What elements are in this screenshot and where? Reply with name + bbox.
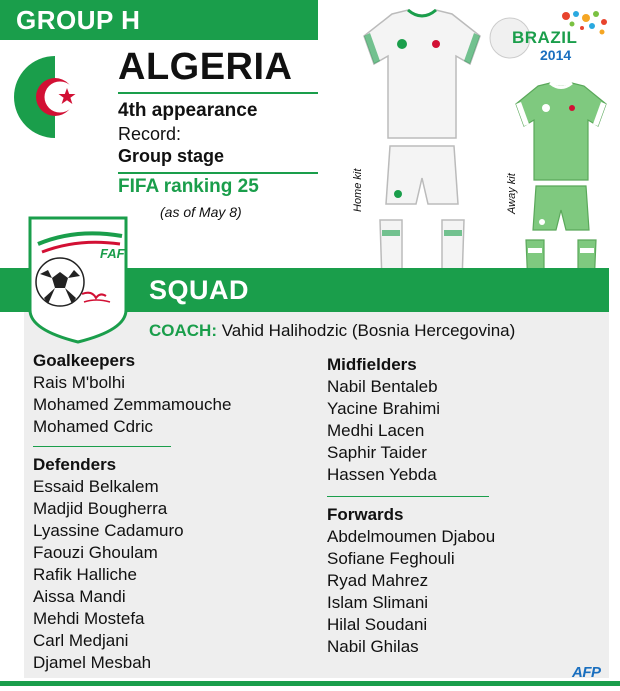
- brazil-logo-year: 2014: [540, 47, 572, 63]
- player-name: Aissa Mandi: [33, 587, 126, 606]
- player-name: Sofiane Feghouli: [327, 549, 455, 568]
- player-name: Abdelmoumen Djabou: [327, 527, 496, 546]
- goalkeepers-section: [33, 350, 231, 438]
- coach-line: [149, 321, 515, 341]
- svg-text:FAF: FAF: [100, 246, 125, 261]
- player-name: Lyassine Cadamuro: [33, 521, 184, 540]
- algeria-flag: [14, 56, 96, 138]
- player-name: Madjid Bougherra: [33, 499, 168, 518]
- away-kit-label: Away kit: [506, 173, 518, 214]
- fifa-ranking-date: (as of May 8): [160, 204, 242, 220]
- squad-title: SQUAD: [149, 275, 250, 305]
- player-name: Hilal Soudani: [327, 615, 428, 634]
- fifa-ranking: FIFA ranking 25: [118, 176, 259, 197]
- brazil-logo-text: BRAZIL: [512, 28, 578, 47]
- player-name: Nabil Ghilas: [327, 637, 419, 656]
- player-name: Islam Slimani: [327, 593, 429, 612]
- player-name: Medhi Lacen: [327, 421, 425, 440]
- appearance-count: 4th appearance: [118, 100, 258, 121]
- country-name: ALGERIA: [118, 46, 293, 88]
- forwards-section: [327, 504, 495, 658]
- player-name: Yacine Brahimi: [327, 399, 441, 418]
- midfielders-divider: [327, 496, 489, 497]
- player-name: Rafik Halliche: [33, 565, 137, 584]
- bottom-rule: [0, 681, 620, 686]
- player-name: Djamel Mesbah: [33, 653, 152, 672]
- home-kit-label: Home kit: [352, 168, 364, 212]
- player-name: Essaid Belkalem: [33, 477, 159, 496]
- group-header: GROUP H: [0, 0, 318, 40]
- player-name: Faouzi Ghoulam: [33, 543, 158, 562]
- defenders-title: Defenders: [33, 455, 117, 474]
- player-name: Ryad Mahrez: [327, 571, 429, 590]
- title-underline: [118, 92, 318, 94]
- player-name: Saphir Taider: [327, 443, 427, 462]
- player-name: Hassen Yebda: [327, 465, 437, 484]
- record-underline: [118, 172, 318, 174]
- player-name: Mohamed Zemmamouche: [33, 395, 232, 414]
- record-value: Group stage: [118, 146, 225, 166]
- defenders-section: [33, 454, 184, 674]
- player-name: Carl Medjani: [33, 631, 129, 650]
- coach-name: Vahid Halihodzic (Bosnia Hercegovina): [221, 321, 516, 340]
- forwards-title: Forwards: [327, 505, 404, 524]
- record-label: Record:: [118, 124, 182, 144]
- goalkeepers-title: Goalkeepers: [33, 351, 136, 370]
- home-kit-illustration: [352, 6, 492, 306]
- goalkeepers-divider: [33, 446, 171, 447]
- midfielders-title: Midfielders: [327, 355, 417, 374]
- coach-label: COACH:: [149, 321, 217, 340]
- player-name: Mehdi Mostefa: [33, 609, 145, 628]
- player-name: Nabil Bentaleb: [327, 377, 438, 396]
- player-name: Mohamed Cdric: [33, 417, 153, 436]
- player-name: Rais M'bolhi: [33, 373, 126, 392]
- federation-badge-icon: [26, 214, 130, 344]
- midfielders-section: [327, 354, 440, 486]
- afp-credit-logo: AFP: [572, 664, 601, 681]
- brazil-2014-logo: [488, 6, 612, 72]
